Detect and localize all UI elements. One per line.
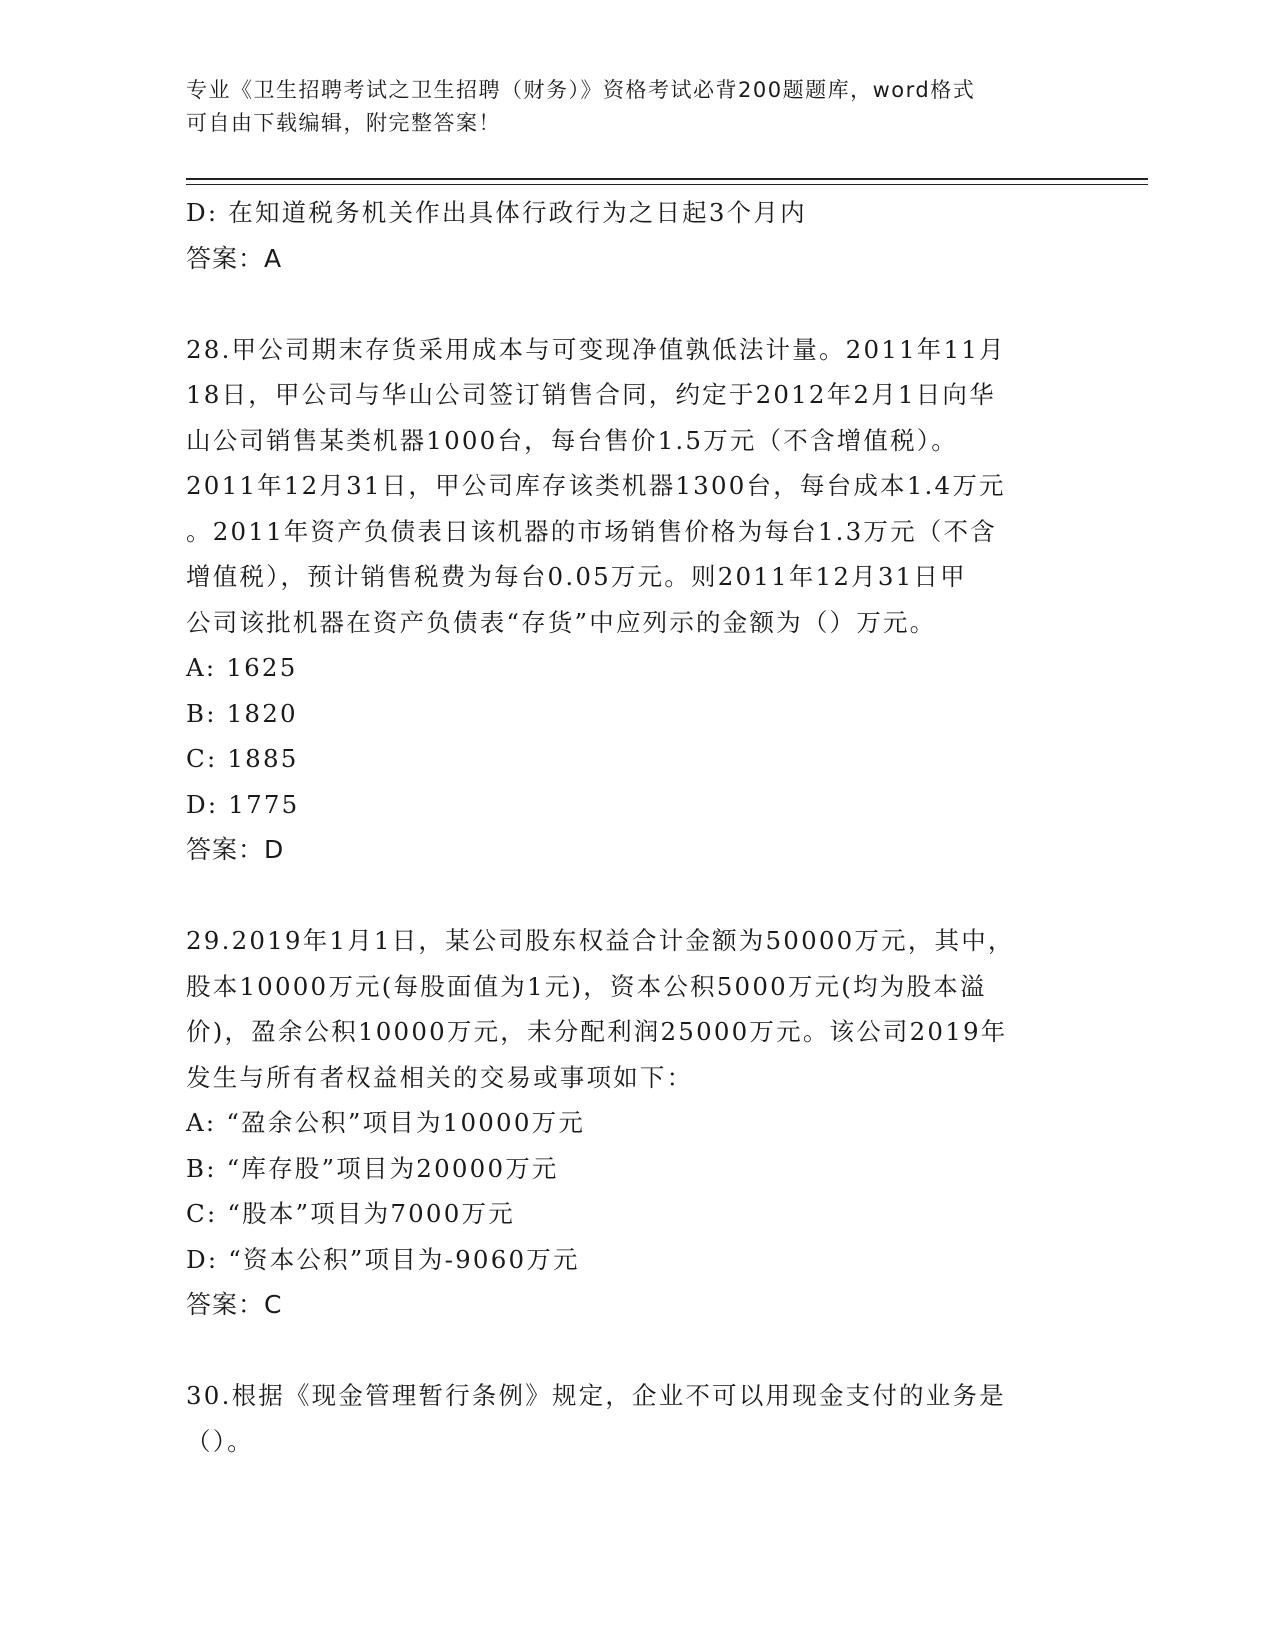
question-text-line: 增值税），预计销售税费为每台0.05万元。则2011年12月31日甲 <box>186 562 967 591</box>
option-a: A: “盈余公积”项目为10000万元 <box>186 1108 586 1137</box>
question-text-line: 股本10000万元(每股面值为1元)，资本公积5000万元(均为股本溢 <box>186 971 987 1001</box>
answer-line: 答案：C <box>186 1290 283 1319</box>
option-d: D: “资本公积”项目为-9060万元 <box>186 1244 580 1274</box>
question-text-line: 。2011年资产负债表日该机器的市场销售价格为每台1.3万元（不含 <box>186 516 997 546</box>
header-divider-thin <box>186 184 1148 185</box>
question-text-line: 30.根据《现金管理暂行条例》规定，企业不可以用现金支付的业务是 <box>186 1381 1006 1410</box>
option-b: B: “库存股”项目为20000万元 <box>186 1153 559 1183</box>
header-divider-thick <box>186 178 1148 180</box>
document-header <box>186 74 1086 140</box>
answer-line: 答案：A <box>186 243 283 273</box>
option-c: C: “股本”项目为7000万元 <box>186 1199 515 1228</box>
question-29 <box>186 918 1086 1328</box>
header-line-2: 可自由下载编辑，附完整答案！ <box>186 111 501 135</box>
header-line-1: 专业《卫生招聘考试之卫生招聘（财务）》资格考试必背200题题库，word格式 <box>186 78 976 102</box>
option-c: C: 1885 <box>186 744 299 773</box>
question-text-line: 2011年12月31日，甲公司库存该类机器1300台，每台成本1.4万元 <box>186 471 1006 500</box>
spacer <box>186 1328 1086 1374</box>
question-text-line: （）。 <box>186 1426 254 1456</box>
question-text-line: 29.2019年1月1日，某公司股东权益合计金额为50000万元，其中， <box>186 926 1015 955</box>
question-text-line: 28.甲公司期末存货采用成本与可变现净值孰低法计量。2011年11月 <box>186 334 1006 364</box>
spacer <box>186 281 1086 327</box>
question-text-line: 山公司销售某类机器1000台，每台售价1.5万元（不含增值税）。 <box>186 425 958 455</box>
question-28 <box>186 327 1086 873</box>
question-text-line: 公司该批机器在资产负债表“存货”中应列示的金额为（）万元。 <box>186 607 937 637</box>
option-b: B: 1820 <box>186 698 298 728</box>
question-30 <box>186 1373 1086 1464</box>
question-27-tail <box>186 190 1086 281</box>
question-text-line: 18日，甲公司与华山公司签订销售合同，约定于2012年2月1日向华 <box>186 380 996 409</box>
question-text-line: 发生与所有者权益相关的交易或事项如下： <box>186 1062 694 1092</box>
answer-line: 答案：D <box>186 835 285 864</box>
spacer <box>186 873 1086 919</box>
option-d: D: 在知道税务机关作出具体行政行为之日起3个月内 <box>186 198 807 227</box>
question-content <box>186 190 1086 1464</box>
question-text-line: 价)，盈余公积10000万元，未分配利润25000万元。该公司2019年 <box>186 1017 1008 1046</box>
option-d: D: 1775 <box>186 789 300 819</box>
option-a: A: 1625 <box>186 653 298 682</box>
